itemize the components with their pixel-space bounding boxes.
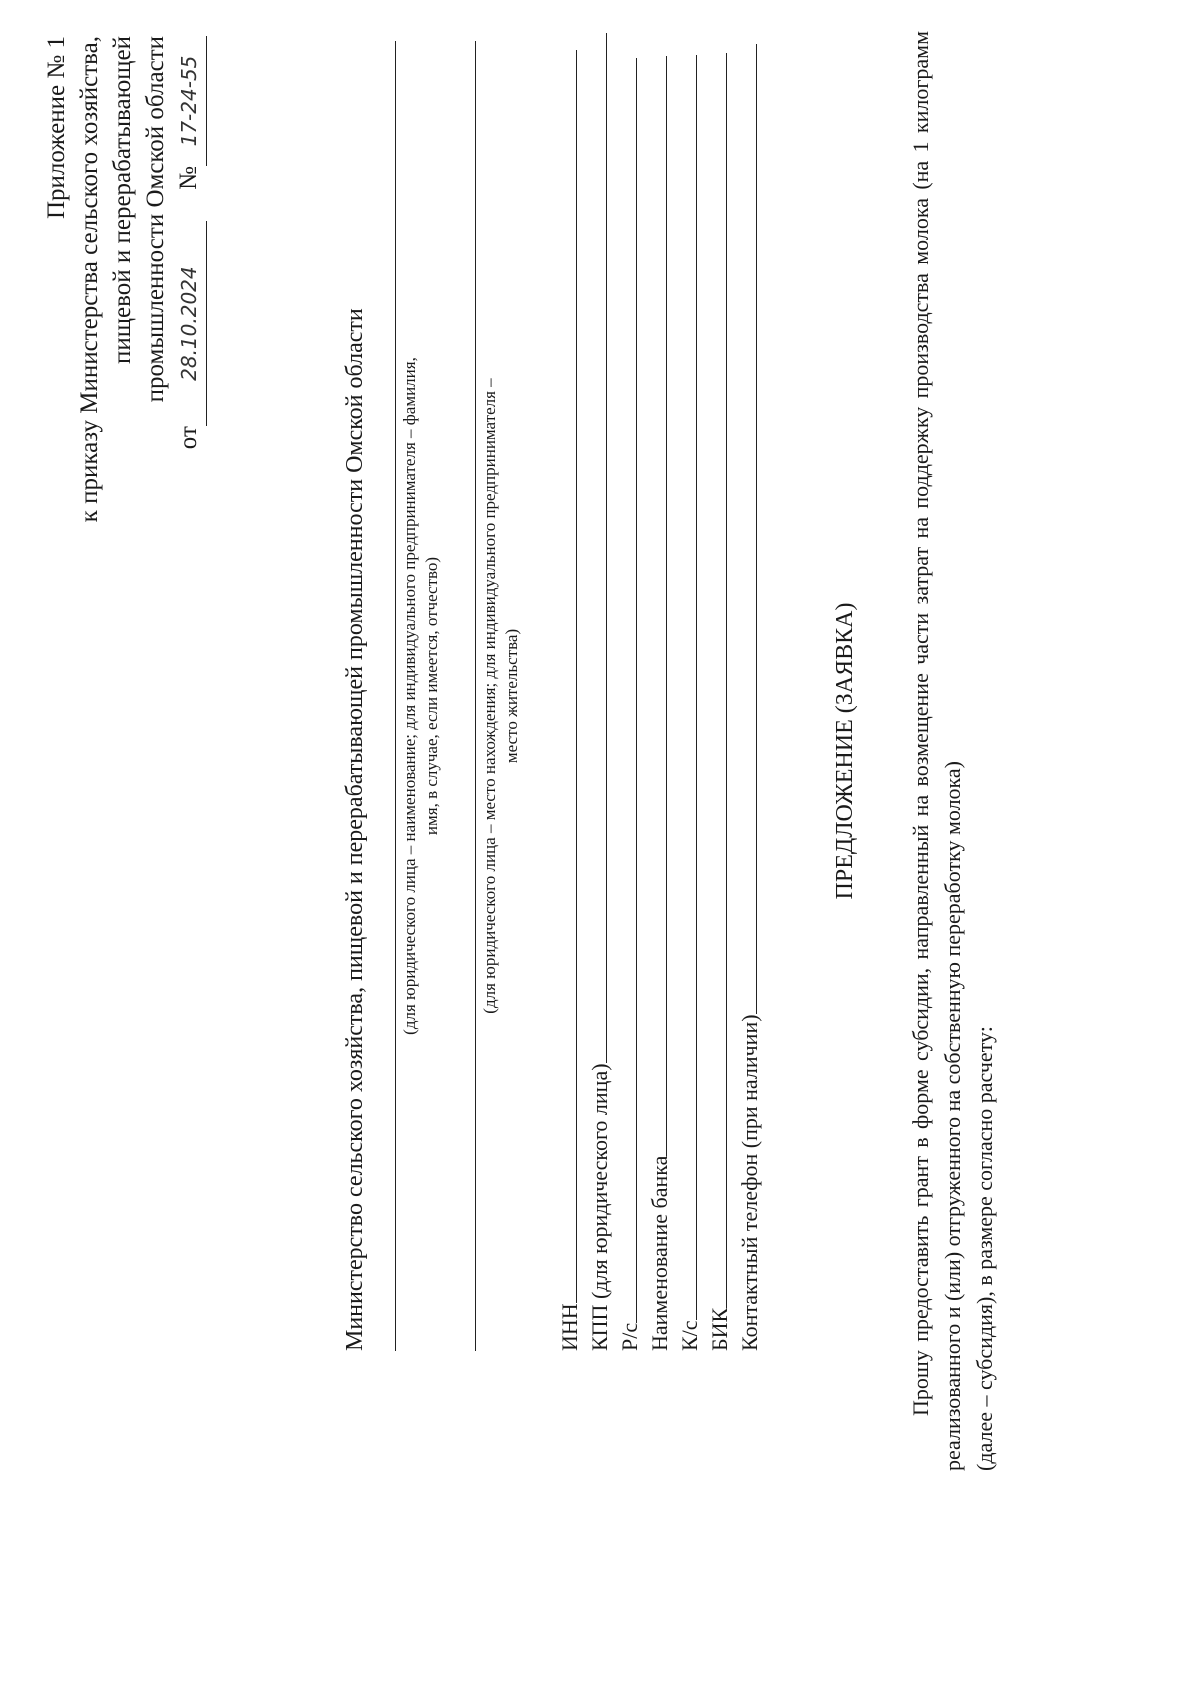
rs-label: Р/с [617,1322,642,1351]
number-label: № [175,166,202,190]
phone-label: Контактный телефон (при наличии) [737,1014,762,1351]
applicant-address-hint-line1: (для юридического лица – место нахождения; для индивидуального предпринимателя – [480,378,499,1014]
bik-label: БИК [707,1307,732,1351]
ks-label: К/с [677,1320,702,1351]
request-paragraph: Прошу предоставить грант в форме субсидии, направленный на возмещение части затрат на поддержку производства молока (на 1 килограмм реализованного и (или) отгруженного на собственную переработку молока) [908,31,965,1471]
phone-field [735,44,765,1351]
addressee: Министерство сельского хозяйства, пищевой и перерабатывающей промышленности Омской области [342,308,368,1351]
kpp-label: КПП (для юридического лица) [587,1063,612,1351]
bank-label: Наименование банка [647,1155,672,1351]
rs-field [615,58,645,1351]
date-label: от [175,426,202,450]
phone-input-line[interactable] [736,44,757,1014]
kpp-field [585,33,615,1351]
order-reference-line: к приказу Министерства сельского хозяйства, [76,36,103,523]
applicant-address-hint-line2: место жительства) [502,628,521,764]
order-date-number-line [172,36,207,596]
order-number-handwritten: 17-24-55 [173,36,207,166]
applicant-address-line [475,41,476,1351]
bik-field [705,53,735,1351]
request-paragraph-end: (далее – субсидия), в размере согласно расчету: [972,1026,997,1471]
ks-field [675,55,705,1351]
ministry-name-line: пищевой и перерабатывающей [109,36,136,365]
applicant-name-line [395,41,396,1351]
inn-field [555,50,585,1351]
applicant-name-hint-line1: (для юридического лица – наименование; для индивидуального предпринимателя – фамилия, [400,357,419,1035]
document-title: ПРЕДЛОЖЕНИЕ (ЗАЯВКА) [832,602,858,900]
bank-field [645,56,675,1351]
rs-input-line[interactable] [616,58,637,1323]
order-date-handwritten: 28.10.2024 [173,221,207,426]
inn-label: ИНН [557,1303,582,1351]
ks-input-line[interactable] [676,55,697,1320]
appendix-title: Приложение № 1 [43,36,70,220]
bank-input-line[interactable] [646,56,667,1156]
inn-input-line[interactable] [556,50,577,1303]
bik-input-line[interactable] [706,53,727,1308]
applicant-name-hint-line2: имя, в случае, если имеется, отчество) [422,556,441,836]
kpp-input-line[interactable] [586,33,607,1063]
ministry-region-line: промышленности Омской области [142,36,169,403]
